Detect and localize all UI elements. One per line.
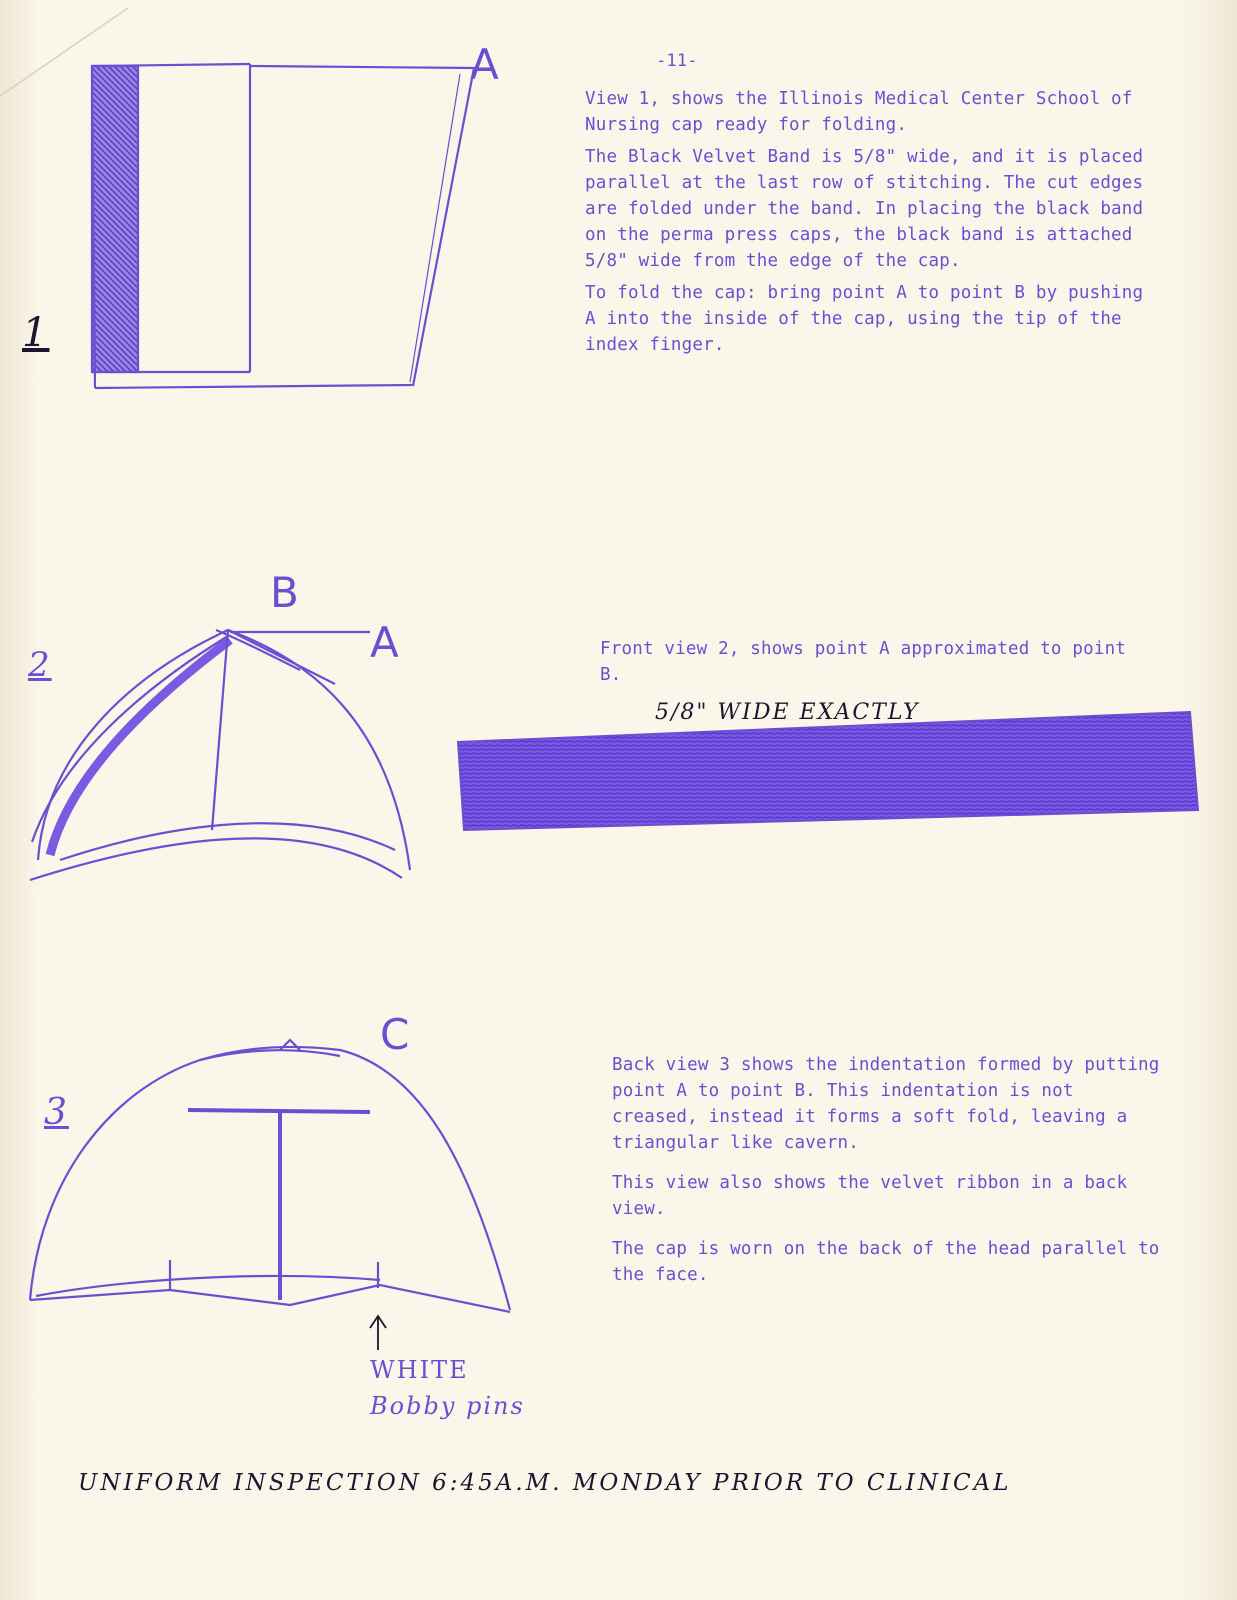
view1-paragraph1: View 1, shows the Illinois Medical Center School of Nursing cap ready for folding.	[585, 89, 1133, 135]
uniform-inspection-note: UNIFORM INSPECTION 6:45A.M. MONDAY PRIOR TO CLINICAL	[78, 1470, 1012, 1496]
page-number: -11-	[656, 51, 698, 71]
view3-paragraph3: The cap is worn on the back of the head parallel to the face.	[612, 1239, 1160, 1285]
view3-point-c-label: C	[380, 1010, 410, 1059]
band-width-caption: 5/8" WIDE EXACTLY	[655, 700, 920, 725]
view2-description	[600, 636, 1140, 694]
view1-label: 1	[22, 310, 50, 356]
view2-point-b-label: B	[270, 568, 299, 617]
view1-point-a-label: A	[470, 40, 499, 89]
view2-front-cap-drawing	[30, 630, 410, 880]
view1-paragraph3: To fold the cap: bring point A to point B by pushing A into the inside of the cap, using the tip of the index finger.	[585, 283, 1144, 355]
view1-flat-cap-drawing	[92, 64, 475, 388]
view3-back-cap-drawing	[30, 1040, 510, 1312]
view2-point-a-label: A	[370, 618, 399, 667]
view2-label: 2	[28, 645, 52, 685]
view3-paragraph2: This view also shows the velvet ribbon in a back view.	[612, 1173, 1128, 1219]
velvet-band-swatch	[458, 712, 1198, 830]
bobby-pins-arrow	[370, 1316, 386, 1350]
view1-paragraph2: The Black Velvet Band is 5/8" wide, and it is placed parallel at the last row of stitching. The cut edges are folded under the band. In placing the black band on the perma press caps, the black band is attached 5/8" wide from the edge of the cap.	[585, 147, 1144, 271]
view3-description	[612, 1052, 1162, 1294]
bobby-pins-note-line1: WHITE	[370, 1356, 469, 1384]
view3-label: 3	[44, 1092, 69, 1133]
bobby-pins-note-line2: Bobby pins	[370, 1392, 525, 1420]
view2-paragraph: Front view 2, shows point A approximated to point B.	[600, 639, 1127, 685]
view3-paragraph1: Back view 3 shows the indentation formed by putting point A to point B. This indentation is not creased, instead it forms a soft fold, leaving a triangular like cavern.	[612, 1055, 1160, 1153]
view1-description	[585, 86, 1155, 364]
